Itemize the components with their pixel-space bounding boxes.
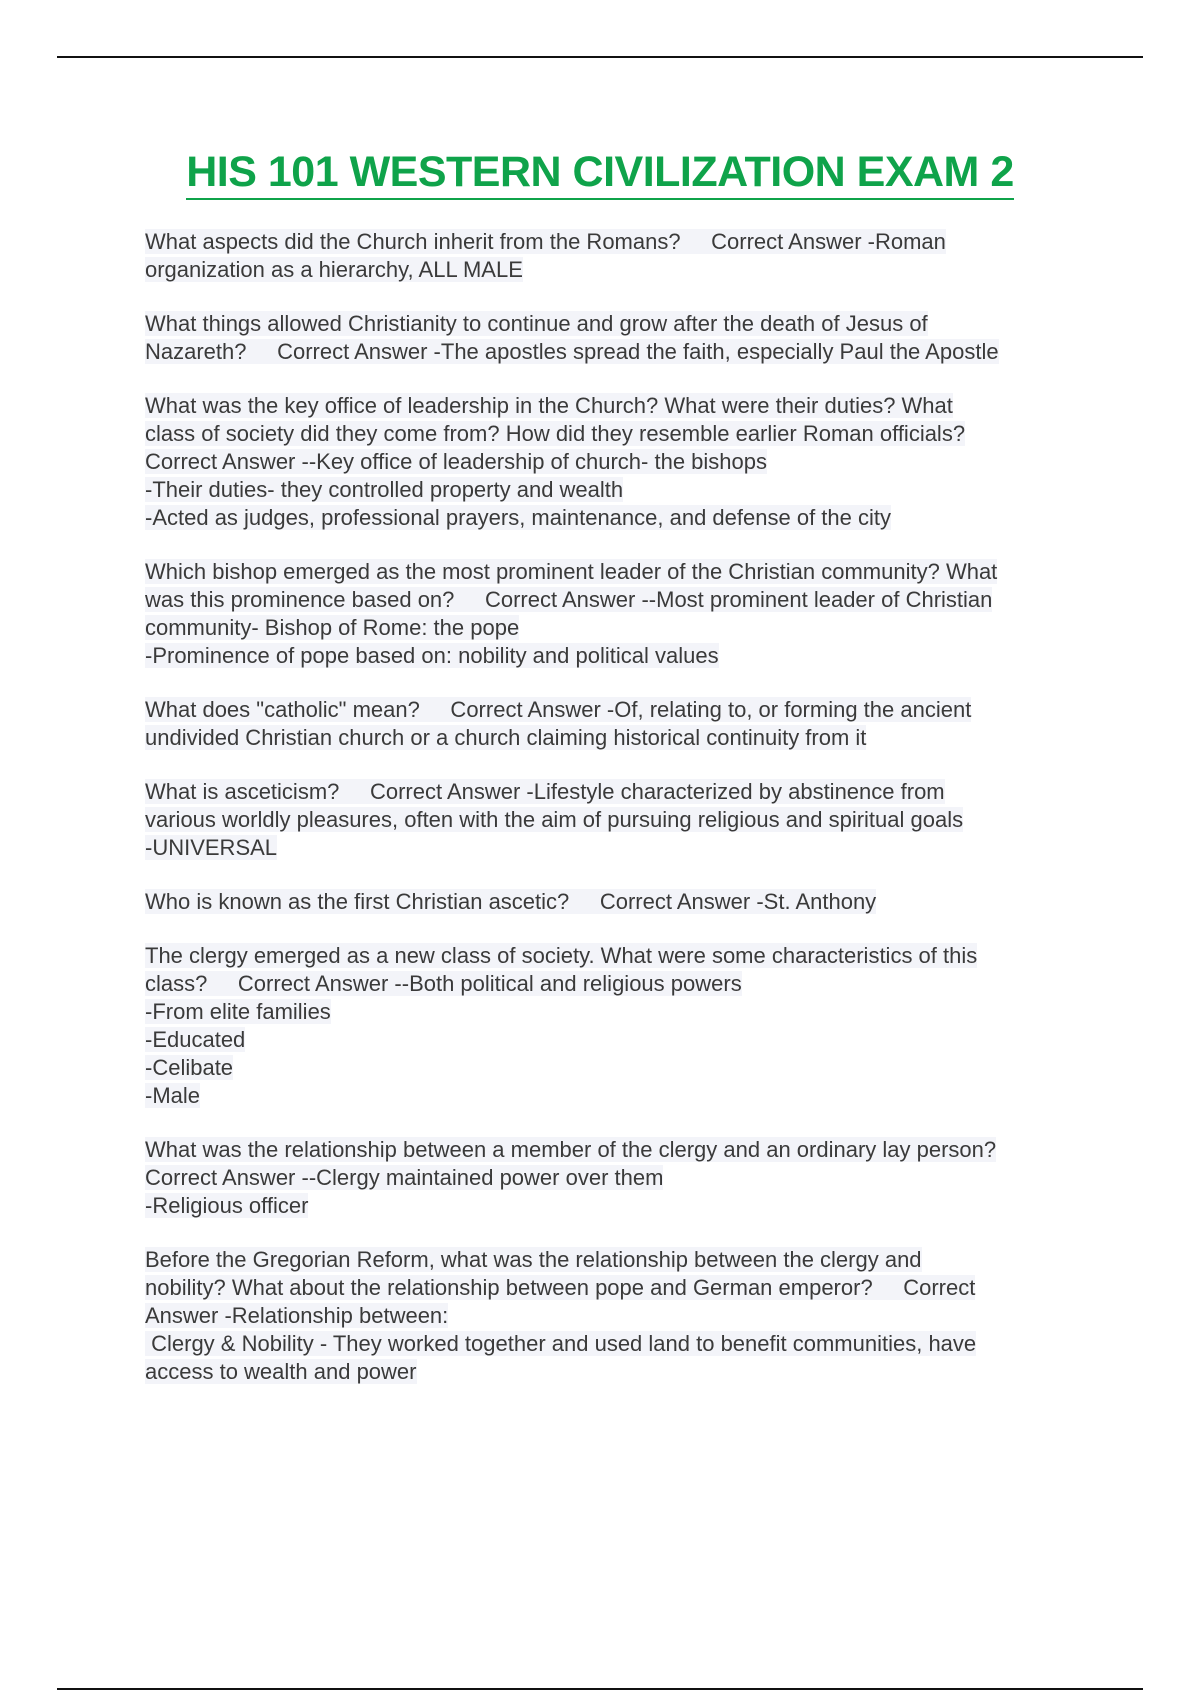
qa-line-text: various worldly pleasures, often with the aim of pursuing religious and spiritual goals	[145, 807, 964, 832]
qa-item	[145, 696, 1095, 752]
qa-list	[145, 228, 1095, 1412]
qa-line	[145, 504, 1095, 532]
qa-line-text: -Educated	[145, 1027, 246, 1052]
qa-line-text: Which bishop emerged as the most prominent leader of the Christian community? What	[145, 559, 998, 584]
qa-line-text: Before the Gregorian Reform, what was the relationship between the clergy and	[145, 1247, 922, 1272]
qa-line-text: What was the key office of leadership in the Church? What were their duties? What	[145, 393, 953, 418]
qa-line	[145, 420, 1095, 448]
qa-line	[145, 448, 1095, 476]
qa-item	[145, 888, 1095, 916]
qa-item	[145, 778, 1095, 862]
qa-line	[145, 778, 1095, 806]
qa-item	[145, 1136, 1095, 1220]
qa-line	[145, 888, 1095, 916]
qa-item	[145, 310, 1095, 366]
qa-item	[145, 942, 1095, 1110]
qa-line	[145, 1358, 1095, 1386]
qa-line	[145, 1330, 1095, 1358]
qa-line-text: -UNIVERSAL	[145, 835, 278, 860]
qa-line	[145, 558, 1095, 586]
qa-line	[145, 1302, 1095, 1330]
qa-line	[145, 1274, 1095, 1302]
qa-line	[145, 1192, 1095, 1220]
qa-line	[145, 1026, 1095, 1054]
qa-line	[145, 696, 1095, 724]
qa-item	[145, 558, 1095, 670]
qa-line-text: What does "catholic" mean? Correct Answer -Of, relating to, or forming the ancient	[145, 697, 972, 722]
qa-line	[145, 942, 1095, 970]
qa-line	[145, 970, 1095, 998]
qa-line-text: class? Correct Answer --Both political and religious powers	[145, 971, 742, 996]
qa-line-text: -Religious officer	[145, 1193, 309, 1218]
qa-line-text: Who is known as the first Christian ascetic? Correct Answer -St. Anthony	[145, 889, 877, 914]
qa-line	[145, 806, 1095, 834]
qa-line-text: What was the relationship between a member of the clergy and an ordinary lay person?	[145, 1137, 997, 1162]
qa-line-text: Correct Answer --Key office of leadership of church- the bishops	[145, 449, 768, 474]
qa-line-text: What aspects did the Church inherit from the Romans? Correct Answer -Roman	[145, 229, 946, 254]
qa-line	[145, 834, 1095, 862]
qa-line	[145, 724, 1095, 752]
qa-line	[145, 1164, 1095, 1192]
qa-line-text: undivided Christian church or a church claiming historical continuity from it	[145, 725, 867, 750]
qa-line	[145, 1054, 1095, 1082]
qa-line-text: -Their duties- they controlled property and wealth	[145, 477, 624, 502]
qa-line	[145, 392, 1095, 420]
qa-line-text: was this prominence based on? Correct Answer --Most prominent leader of Christian	[145, 587, 993, 612]
qa-line-text: Clergy & Nobility - They worked together and used land to benefit communities, have	[145, 1331, 977, 1356]
qa-line	[145, 614, 1095, 642]
document-title: HIS 101 WESTERN CIVILIZATION EXAM 2	[186, 147, 1014, 200]
qa-line-text: Correct Answer --Clergy maintained power over them	[145, 1165, 664, 1190]
qa-line-text: What is asceticism? Correct Answer -Lifestyle characterized by abstinence from	[145, 779, 945, 804]
qa-line-text: access to wealth and power	[145, 1359, 417, 1384]
qa-line	[145, 228, 1095, 256]
qa-line-text: -Prominence of pope based on: nobility and political values	[145, 643, 719, 668]
qa-line	[145, 310, 1095, 338]
qa-line-text: organization as a hierarchy, ALL MALE	[145, 257, 523, 282]
qa-line-text: The clergy emerged as a new class of society. What were some characteristics of this	[145, 943, 978, 968]
qa-line	[145, 256, 1095, 284]
qa-line-text: class of society did they come from? How did they resemble earlier Roman officials?	[145, 421, 966, 446]
qa-line-text: -From elite families	[145, 999, 331, 1024]
qa-line-text: Nazareth? Correct Answer -The apostles spread the faith, especially Paul the Apostle	[145, 339, 999, 364]
qa-line	[145, 642, 1095, 670]
qa-line	[145, 1082, 1095, 1110]
qa-line	[145, 586, 1095, 614]
qa-line	[145, 476, 1095, 504]
qa-item	[145, 1246, 1095, 1386]
bottom-rule	[57, 1688, 1143, 1690]
qa-line-text: -Celibate	[145, 1055, 234, 1080]
qa-line-text: -Male	[145, 1083, 201, 1108]
qa-item	[145, 228, 1095, 284]
qa-line	[145, 1246, 1095, 1274]
title-wrap	[0, 147, 1200, 200]
qa-item	[145, 392, 1095, 532]
qa-line	[145, 338, 1095, 366]
qa-line-text: nobility? What about the relationship between pope and German emperor? Correct	[145, 1275, 976, 1300]
top-rule	[57, 56, 1143, 58]
qa-line	[145, 1136, 1095, 1164]
qa-line-text: community- Bishop of Rome: the pope	[145, 615, 520, 640]
qa-line-text: Answer -Relationship between:	[145, 1303, 449, 1328]
qa-line-text: -Acted as judges, professional prayers, maintenance, and defense of the city	[145, 505, 891, 530]
qa-line-text: What things allowed Christianity to continue and grow after the death of Jesus of	[145, 311, 928, 336]
qa-line	[145, 998, 1095, 1026]
